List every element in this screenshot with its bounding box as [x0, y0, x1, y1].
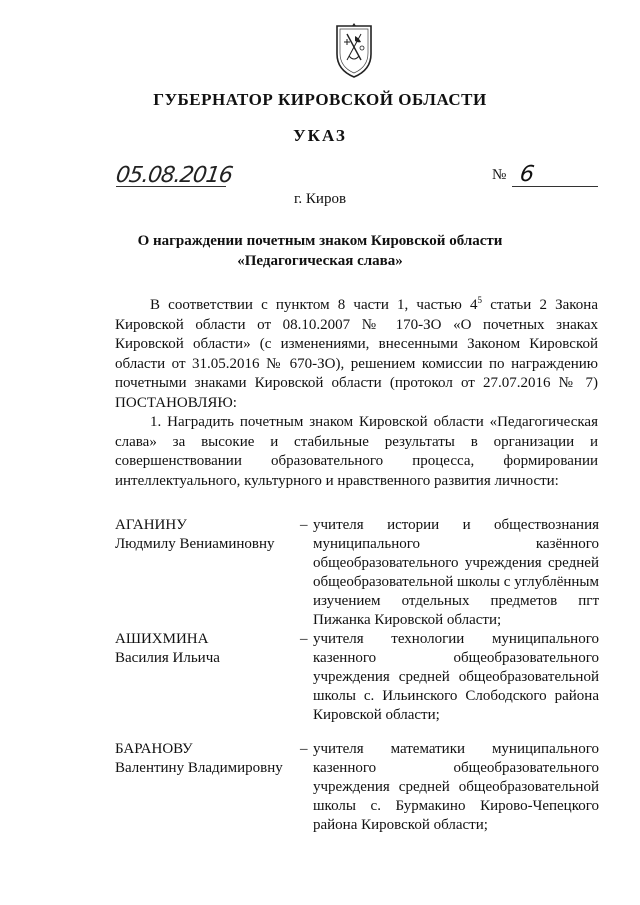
awardee-position: учителя математики муниципального казенного общеобразовательного учреждения средней общеобразовательной школы с. Бурмакино Кирово-Чепецкого района Кировской области; — [313, 741, 599, 833]
awardee-position: учителя истории и обществознания муниципального казённого общеобразовательного учреждения средней общеобразовательной школы с углублённым изучением отдельных предметов пгт Пижанка Кировской области; — [313, 517, 599, 628]
preamble-paragraph — [115, 296, 598, 413]
awardee-surname: АШИХМИНА — [115, 631, 209, 647]
number-sign: № — [492, 167, 507, 183]
preamble-part1: В соответствии с пунктом 8 части 1, частью 4 — [150, 297, 478, 313]
number-field — [512, 162, 598, 187]
awardee-given-names: Валентину Владимировну — [115, 760, 283, 776]
number-handwritten: 6 — [518, 162, 536, 187]
date-handwritten: 05.08.2016 — [114, 163, 234, 188]
awardee-dash: – — [300, 517, 308, 533]
awardee-name — [115, 516, 300, 554]
awardee-dash: – — [300, 741, 308, 757]
coat-of-arms-emblem — [329, 20, 379, 80]
city-line: г. Киров — [293, 191, 347, 207]
awardee-name — [115, 630, 300, 668]
document-number — [492, 162, 598, 187]
document-date — [114, 163, 234, 188]
awardee-dash: – — [300, 631, 308, 647]
decree-title-line1: О награждении почетным знаком Кировской области — [137, 233, 503, 249]
decree-title — [90, 231, 550, 271]
awardee-surname: БАРАНОВУ — [115, 741, 193, 757]
issuer-heading: ГУБЕРНАТОР КИРОВСКОЙ ОБЛАСТИ — [153, 90, 487, 109]
number-underline — [512, 186, 598, 187]
date-underline — [116, 186, 226, 187]
document-type-heading: УКАЗ — [293, 126, 347, 145]
preamble-part2: статьи 2 Закона Кировской области от 08.10.2007 № 170-ЗО «О почетных знаках Кировской области» (с изменениями, внесенными Законом Кировской области от 31.05.2016 № 670-ЗО), решением комиссии по награждению почетными знаками Кировской области (протокол от 27.07.2016 № 7) ПОСТАНОВЛЯЮ: — [115, 297, 598, 411]
awardee-given-names: Василия Ильича — [115, 650, 220, 666]
awardee-position: учителя технологии муниципального казенного общеобразовательного учреждения средней общеобразовательной школы с. Ильинского Слободского района Кировской области; — [313, 631, 599, 723]
clause-1-paragraph: 1. Наградить почетным знаком Кировской области «Педагогическая слава» за высокие и стабильные результаты в организации и совершенствовании образовательного процесса, формировании интеллектуального, культурного и нравственного развития личности: — [115, 414, 598, 489]
awardee-given-names: Людмилу Вениаминовну — [115, 536, 275, 552]
awardee-name — [115, 740, 300, 778]
decree-body — [115, 296, 598, 491]
decree-title-line2: «Педагогическая слава» — [237, 253, 403, 269]
awardee-surname: АГАНИНУ — [115, 517, 187, 533]
preamble-superscript: 5 — [477, 295, 483, 305]
